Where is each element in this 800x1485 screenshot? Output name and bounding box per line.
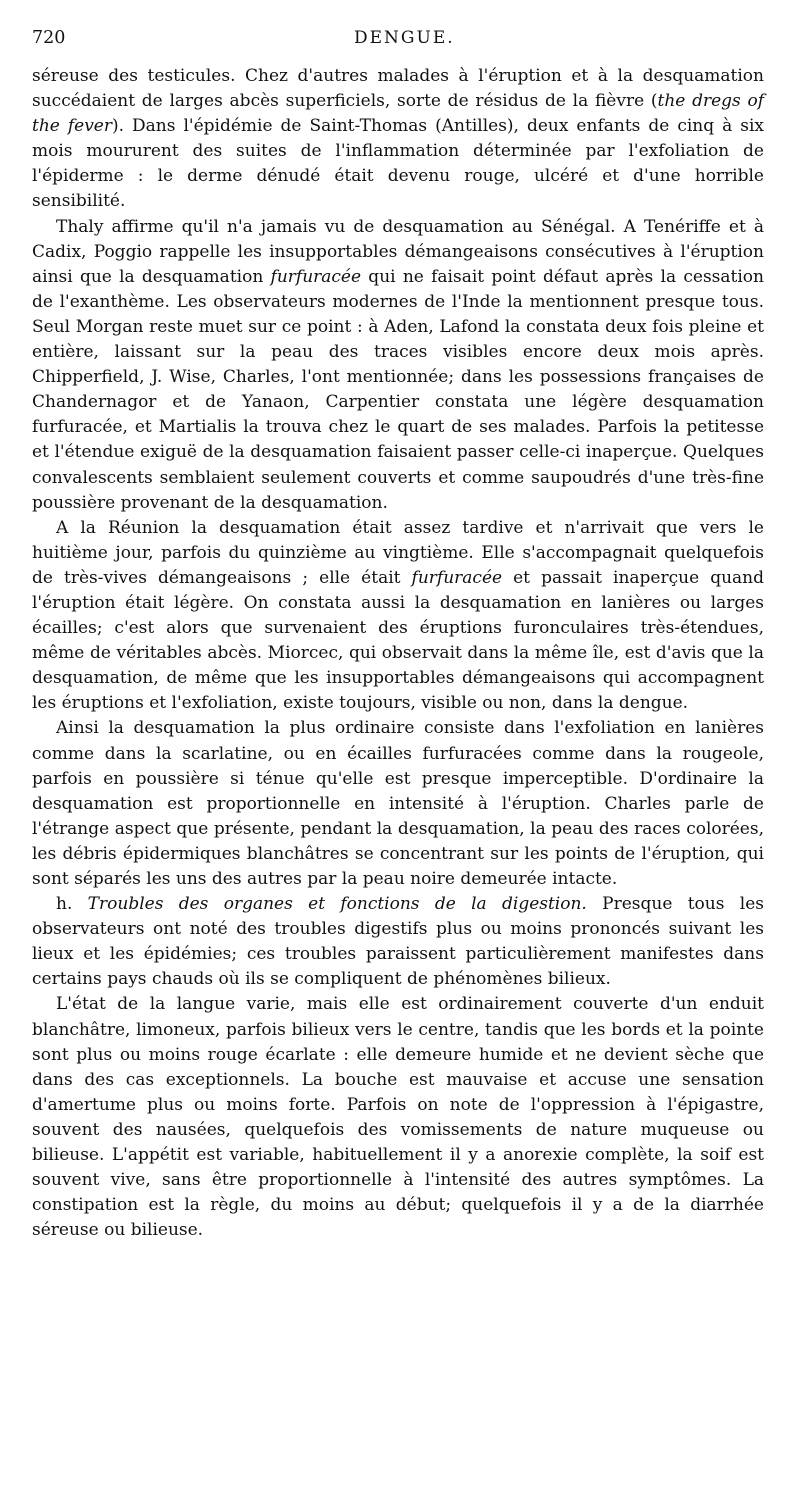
text-run-italic: the dregs of the fever <box>32 91 764 137</box>
text-run: ). Dans l'épidémie de Saint-Thomas (Antilles), deux enfants de cinq à six mois moururent des suites de l'inflammation déterminée par l'exfoliation de l'épiderme : le derme dénudé était devenu rouge, ulcéré et d'une horrible sensibilité. <box>32 116 765 212</box>
paragraph <box>32 215 764 516</box>
paragraph <box>32 64 764 215</box>
running-title: DENGUE. <box>354 28 455 48</box>
page-number: 720 <box>32 28 66 48</box>
text-run: Thaly affirme qu'il n'a jamais vu de desquamation au Sénégal. A Tenériffe et à Cadix, Poggio rappelle les insupportables démangeaisons consécutives à l'éruption ainsi que la desquamation <box>32 216 764 287</box>
section-title: Troubles des organes et fonctions de la digestion. <box>87 894 587 915</box>
text-run: et passait inaperçue quand l'éruption était légère. On constata aussi la desquamation en lanières ou larges écailles; c'est alors que survenaient des éruptions furonculaires très-étendues, même de véritables abcès. Miorcec, qui observait dans la même île, est d'avis que la desquamation, de même que les insupportables démangeaisons qui accompagnent les éruptions et l'exfoliation, existe toujours, visible ou non, dans la dengue. <box>32 567 764 714</box>
text-run: A la Réunion la desquamation était assez tardive et n'arrivait que vers le huitième jour, parfois du quinzième au vingtième. Elle s'accompagnait quelquefois de très-vives démangeaisons ; elle était <box>32 517 764 588</box>
section-marker: h. <box>56 894 88 915</box>
paragraph <box>32 992 764 1243</box>
text-run: séreuse des testicules. Chez d'autres malades à l'éruption et à la desquamation succédaient de larges abcès superficiels, sorte de résidus de la fièvre ( <box>32 66 764 112</box>
paragraph <box>32 716 764 892</box>
text-run: qui ne faisait point défaut après la cessation de l'exanthème. Les observateurs modernes de l'Inde la mentionnent presque tous. Seul Morgan reste muet sur ce point : à Aden, Lafond la constata deux fois pleine et entière, laissant sur la peau des traces visibles encore deux mois après. Chipperfield, J. Wise, Charles, l'ont mentionnée; dans les possessions françaises de Chandernagor et de Yanaon, Carpentier constata une légère desquamation furfuracée, et Martialis la trouva chez le quart de ses malades. Parfois la petitesse et l'étendue exiguë de la desquamation faisaient passer celle-ci inaperçue. Quelques convalescents semblaient seulement couverts et comme saupoudrés d'une très-fine poussière provenant de la desquamation. <box>32 266 764 513</box>
paragraph <box>32 516 764 717</box>
page-header <box>32 28 764 54</box>
text-run-italic: furfuracée <box>270 266 362 287</box>
text-run-italic: furfuracée <box>411 567 503 588</box>
text-run: L'état de la langue varie, mais elle est ordinairement couverte d'un enduit blanchâtre, limoneux, parfois bilieux vers le centre, tandis que les bords et la pointe sont plus ou moins rouge écarlate : elle demeure humide et ne devient sèche que dans des cas exceptionnels. La bouche est mauvaise et accuse une sensation d'amertume plus ou moins forte. Parfois on note de l'oppression à l'épigastre, souvent des nausées, quelquefois des vomissements de nature muqueuse ou bilieuse. L'appétit est variable, habituellement il y a anorexie complète, la soif est souvent vive, sans être proportionnelle à l'intensité des autres symptômes. La constipation est la règle, du moins au début; quelquefois il y a de la diarrhée séreuse ou bilieuse. <box>32 994 764 1241</box>
text-run: Presque tous les observateurs ont noté des troubles digestifs plus ou moins prononcés suivant les lieux et les épidémies; ces troubles paraissent particulièrement manifestes dans certains pays chauds où ils se compliquent de phénomènes bilieux. <box>32 894 764 990</box>
text-run: Ainsi la desquamation la plus ordinaire consiste dans l'exfoliation en lanières comme dans la scarlatine, ou en écailles furfuracées comme dans la rougeole, parfois en poussière si ténue qu'elle est presque imperceptible. D'ordinaire la desquamation est proportionnelle en intensité à l'éruption. Charles parle de l'étrange aspect que présente, pendant la desquamation, la peau des races colorées, les débris épidermiques blanchâtres se concentrant sur les points de l'éruption, qui sont séparés les uns des autres par la peau noire demeurée intacte. <box>32 718 764 889</box>
section-heading-paragraph <box>32 892 764 992</box>
page <box>32 28 764 1243</box>
